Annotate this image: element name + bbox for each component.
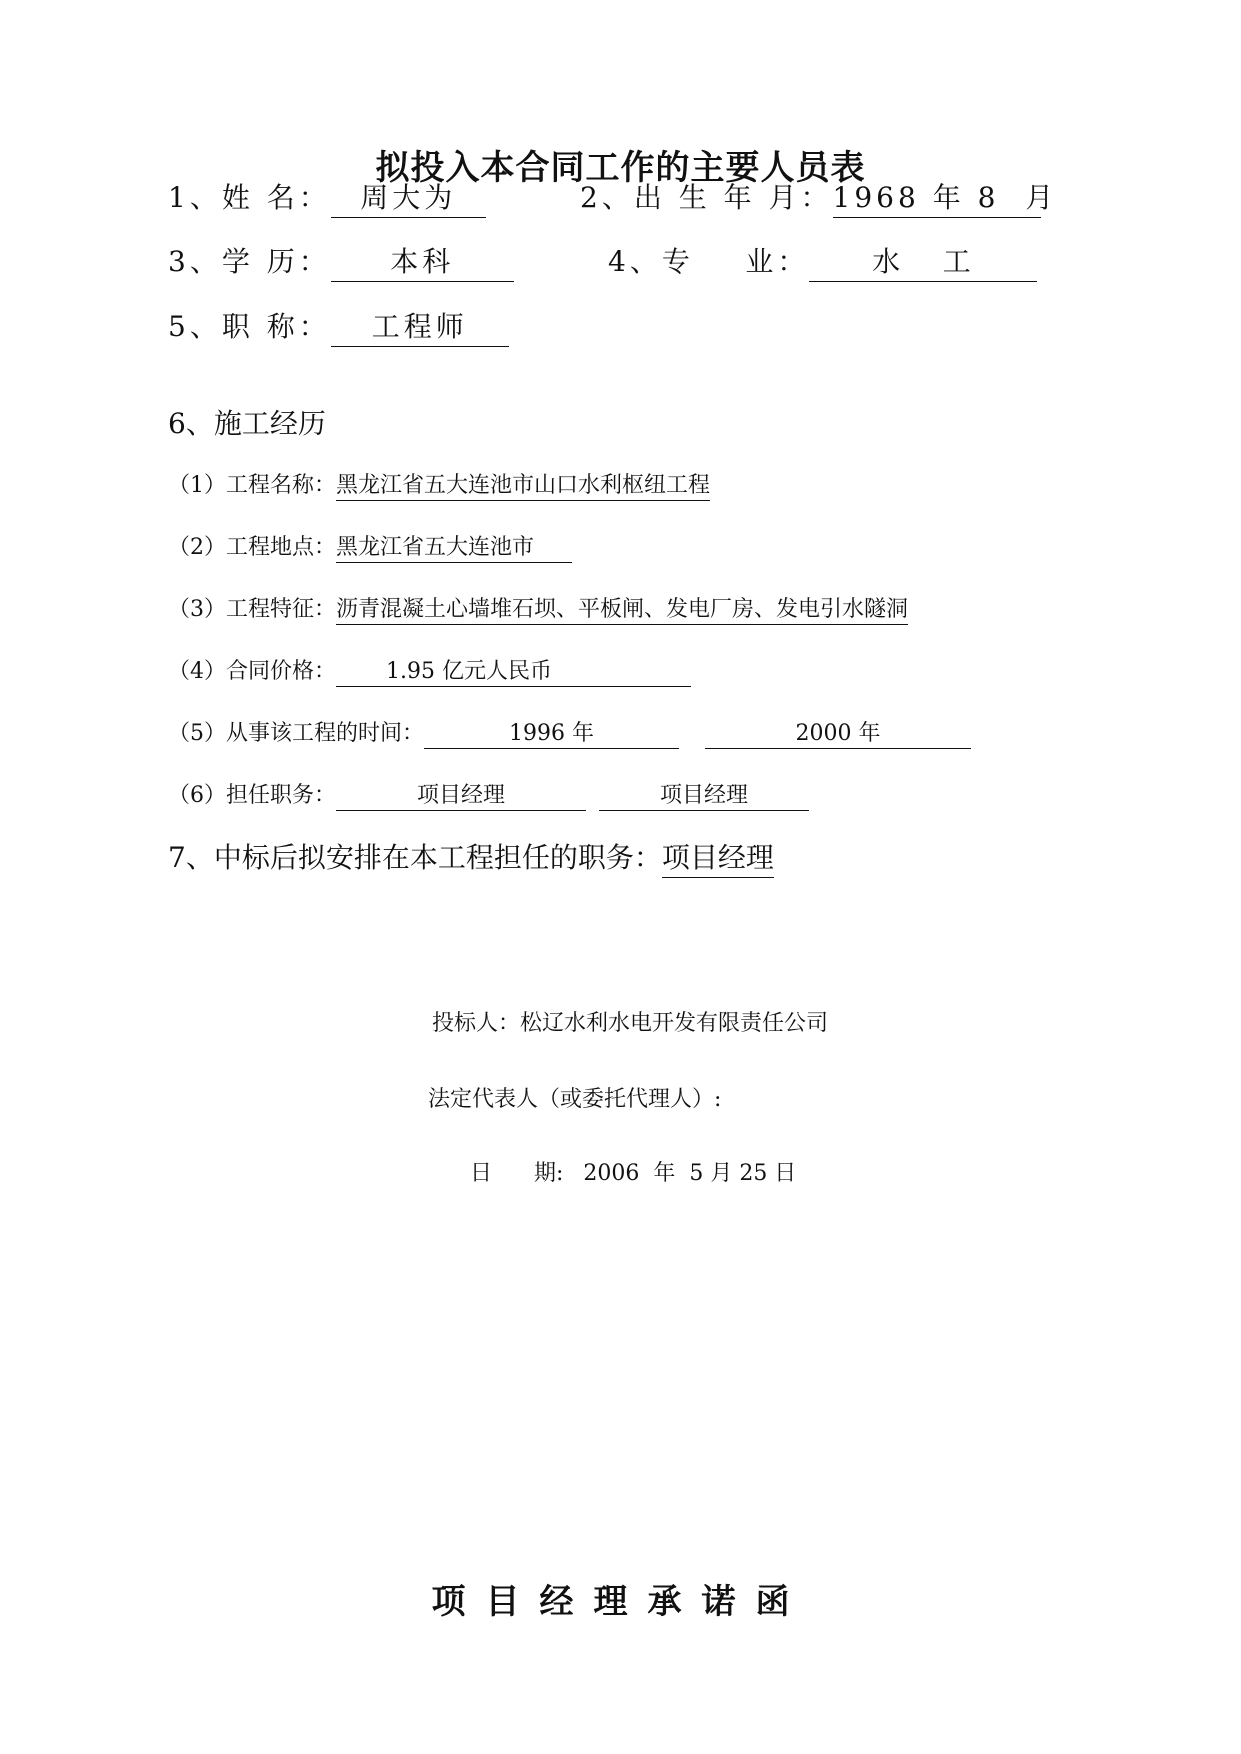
role-value-1: 项目经理 — [336, 778, 586, 811]
item-label: （2）工程地点： — [168, 535, 336, 560]
start-year-value: 1996 年 — [424, 716, 679, 749]
item7-value: 项目经理 — [662, 836, 774, 878]
item-label: （4）合同价格： — [168, 659, 336, 684]
field-major-row — [608, 240, 1037, 282]
end-year-value: 2000 年 — [705, 716, 971, 749]
item-label: （6）担任职务： — [168, 783, 336, 808]
field-birth-row — [580, 176, 1058, 218]
item-label: （1）工程名称： — [168, 473, 336, 498]
section6-heading: 6、施工经历 — [168, 407, 326, 440]
name-value: 周大为 — [331, 176, 486, 218]
list-item — [168, 530, 572, 563]
list-item — [168, 468, 710, 501]
date-label: 日 期: — [470, 1161, 564, 1186]
field-title-row — [168, 305, 509, 347]
birth-label: 2、出 生 年 月： — [580, 181, 833, 214]
date-line — [470, 1156, 796, 1187]
page-title: 拟投入本合同工作的主要人员表 — [375, 148, 866, 188]
education-value: 本科 — [331, 240, 514, 282]
list-item — [168, 716, 971, 749]
list-item — [168, 654, 691, 687]
item-value: 黑龙江省五大连池市 — [336, 530, 572, 563]
item-value: 黑龙江省五大连池市山口水利枢纽工程 — [336, 468, 710, 501]
item7-label: 7、中标后拟安排在本工程担任的职务： — [168, 841, 662, 874]
representative-line: 法定代表人（或委托代理人）: — [428, 1087, 722, 1112]
birth-value: 1968 年 8 月 — [833, 176, 1041, 218]
list-item — [168, 778, 809, 811]
job-title-label: 5、职 称： — [168, 310, 331, 343]
education-label: 3、学 历： — [168, 245, 331, 278]
field-education-row — [168, 240, 514, 282]
job-title-value: 工程师 — [331, 305, 509, 347]
pledge-title: 项目经理承诺函 — [431, 1582, 810, 1622]
role-value-2: 项目经理 — [599, 778, 809, 811]
date-value: 2006 年 5 月 25 日 — [583, 1161, 797, 1186]
contract-price-text: 1.95 亿元人民币 — [386, 659, 552, 684]
item-value: 沥青混凝土心墙堆石坝、平板闸、发电厂房、发电引水隧洞 — [336, 592, 908, 625]
major-label: 4、专 业： — [608, 245, 810, 278]
bidder-line: 投标人：松辽水利水电开发有限责任公司 — [432, 1011, 829, 1036]
list-item — [168, 592, 908, 625]
item-label: （3）工程特征： — [168, 597, 336, 622]
field-name-row — [168, 176, 486, 218]
item-label: （5）从事该工程的时间： — [168, 721, 424, 746]
major-value: 水 工 — [809, 240, 1037, 282]
name-label: 1、姓 名： — [168, 181, 331, 214]
item-value — [336, 654, 691, 687]
item7-row — [168, 836, 774, 878]
